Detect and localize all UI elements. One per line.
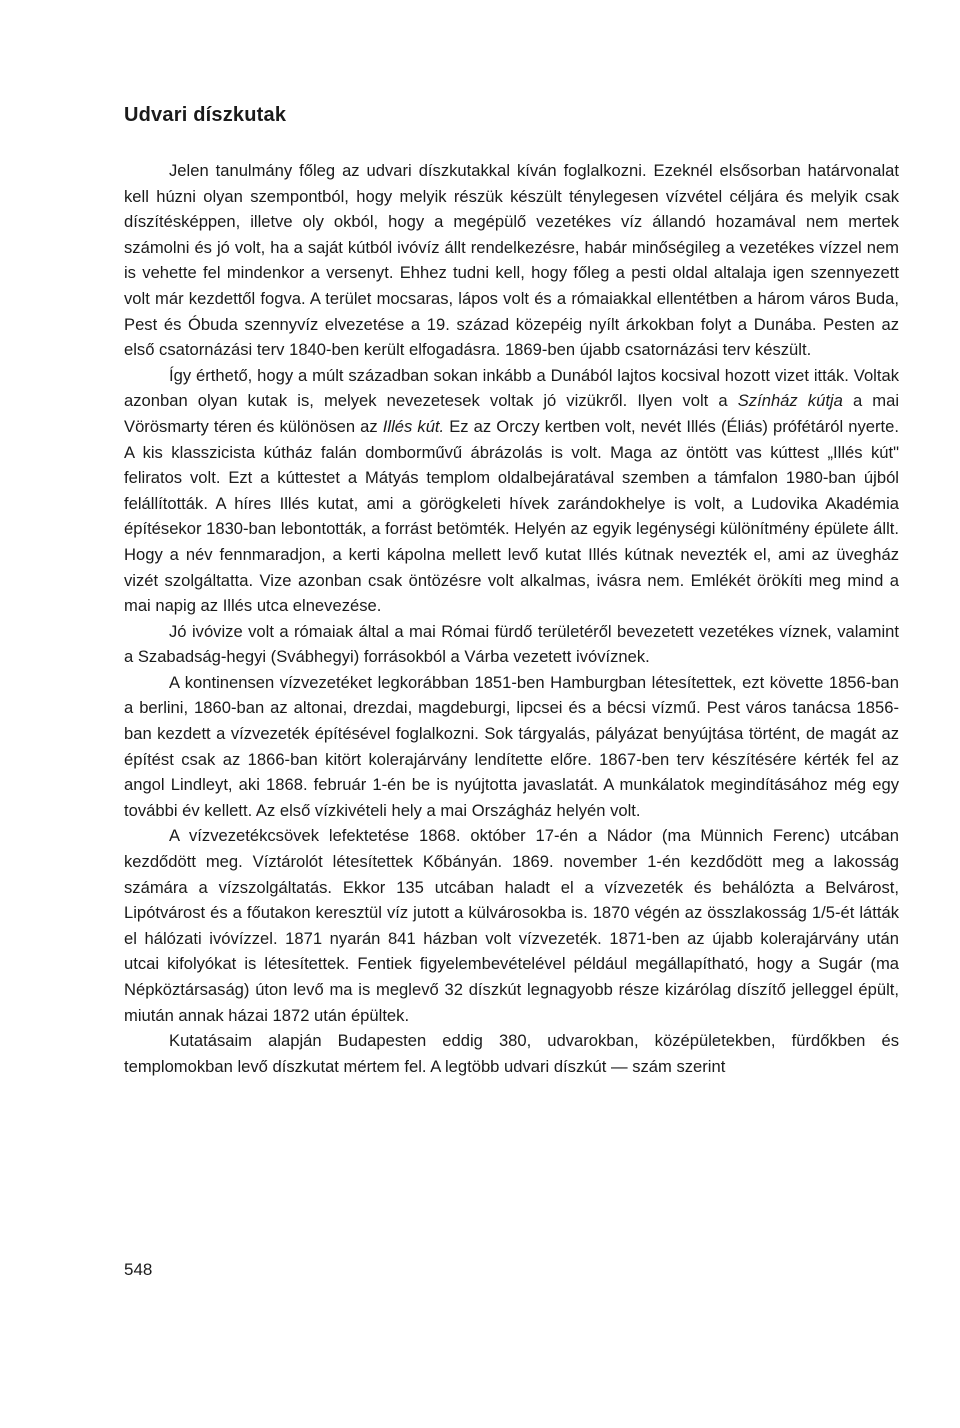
emphasized-text: Illés kút. [382,416,445,436]
body-text [124,158,899,1079]
paragraph-text: Ez az Orczy kertben volt, nevét Illés (Éliás) prófétáról nyerte. A kis klasszicista kútház falán domborművű ábrázolás is volt. Maga az öntött vas kúttest „Illés kút" feliratos volt. Ezt a kúttestet a Mátyás templom oldalbejáratával szemben a támfalon 1980-ban újból felállították. A híres Illés kutat, ami a görögkeleti hívek zarándokhelye is volt, a Ludovika Akadémia építésekor 1830-ban lebontották, a forrást betömték. Helyén az egyik legénységi különítmény épülete állt. Hogy a név fennmaradjon, a kerti kápolna mellett levő kutat Illés kútnak nevezték el, ami az üvegház vizét szolgáltatta. Vize azonban csak öntözésre volt alkalmas, ivásra nem. Emlékét örökíti meg mind a mai napig az Illés utca elnevezése. [124,416,899,616]
page-number: 548 [124,1260,153,1279]
page-title: Udvari díszkutak [124,104,287,126]
paragraph-text: Jó ivóvize volt a rómaiak által a mai Római fürdő területéről bevezetett vezetékes víznek, valamint a Szabadság-hegyi (Svábhegyi) forrásokból a Várba vezetett ivóvíznek. [124,621,899,667]
paragraph [124,823,899,1028]
paragraph [124,670,899,824]
paragraph-text: Kutatásaim alapján Budapesten eddig 380, udvarokban, középületekben, fürdőkben és templomokban levő díszkutat mértem fel. A legtöbb udvari díszkút — szám szerint [124,1031,899,1076]
paragraph-text: Így érthető, hogy a múlt században sokan inkább a Dunából lajtos kocsival hozott vizet itták. Voltak azonban olyan kutak is, melyek nevezetesek voltak jó vizükről. Ilyen volt a [124,365,899,411]
emphasized-text: Színház kútja [737,391,843,411]
paragraph-text: a mai Vörösmarty téren és különösen az [124,391,900,436]
paragraph [124,619,899,670]
paragraph [124,1028,899,1079]
paragraph-text: A kontinensen vízvezetéket legkorábban 1851-ben Hamburgban létesítettek, ezt követte 1856-ban a berlini, 1860-ban az altonai, drezdai, magdeburgi, lipcsei és a bécsi vízmű. Pest város tanácsa 1856-ban kezdett a vízvezeték építésével foglalkozni. Sok tárgyalás, pályázat benyújtása történt, de magát az építést csak az 1866-ban kitört kolerajárvány lendítette előre. 1867-ben terv készítésére kérték fel az angol Lindleyt, aki 1868. február 1-én be is nyújtotta javaslatát. A munkálatok megindításához még egy további év kellett. Az első vízkivételi hely a mai Országház helyén volt. [124,672,899,820]
paragraph-text: Jelen tanulmány főleg az udvari díszkutakkal kíván foglalkozni. Ezeknél elsősorban határvonalat kell húzni olyan szempontból, hogy melyik részük készült ténylegesen vízvétel céljára és melyik csak díszítésképpen, illetve oly okból, hogy a megépülő vezetékes víz állandó hozamával nem mertek számolni és jó volt, ha a saját kútból ivóvíz állt rendelkezésre, habár minőségileg a vezetékes vízzel nem is vehette fel mindenkor a versenyt. Ehhez tudni kell, hogy főleg a pesti oldal altalaja igen szennyezett volt már kezdettől fogva. A terület mocsaras, lápos volt és a rómaiakkal ellentétben a három város Buda, Pest és Óbuda szennyvíz elvezetése a 19. század közepéig nyílt árkokban folyt a Dunába. Pesten az első csatornázási terv 1840-ben került elfogadásra. 1869-ben újabb csatornázási terv készült. [124,161,899,360]
paragraph [124,158,899,363]
paragraph-text: A vízvezetékcsövek lefektetése 1868. október 17-én a Nádor (ma Münnich Ferenc) utcában kezdődött meg. Víztárolót létesítettek Kőbányán. 1869. november 1-én kezdődött meg a lakosság számára a vízszolgáltatás. Ekkor 135 utcában haladt el a vízvezeték és behálózta a Belvárost, Lipótvárost és a főutakon keresztül víz jutott a külvárosokba is. 1870 végén az összlakosság 1/5-ét látták el hálózati ivóvízzel. 1871 nyarán 841 házban volt vízvezeték. 1871-ben az újabb kolerajárvány után utcai kifolyókat is létesítettek. Fentiek figyelembevételével például megállapítható, hogy a Sugár (ma Népköztársaság) úton levő ma is meglevő 32 díszkút legnagyobb része kizárólag díszítő jelleggel épült, miután annak házai 1872 után épültek. [124,826,899,1025]
paragraph [124,363,899,619]
